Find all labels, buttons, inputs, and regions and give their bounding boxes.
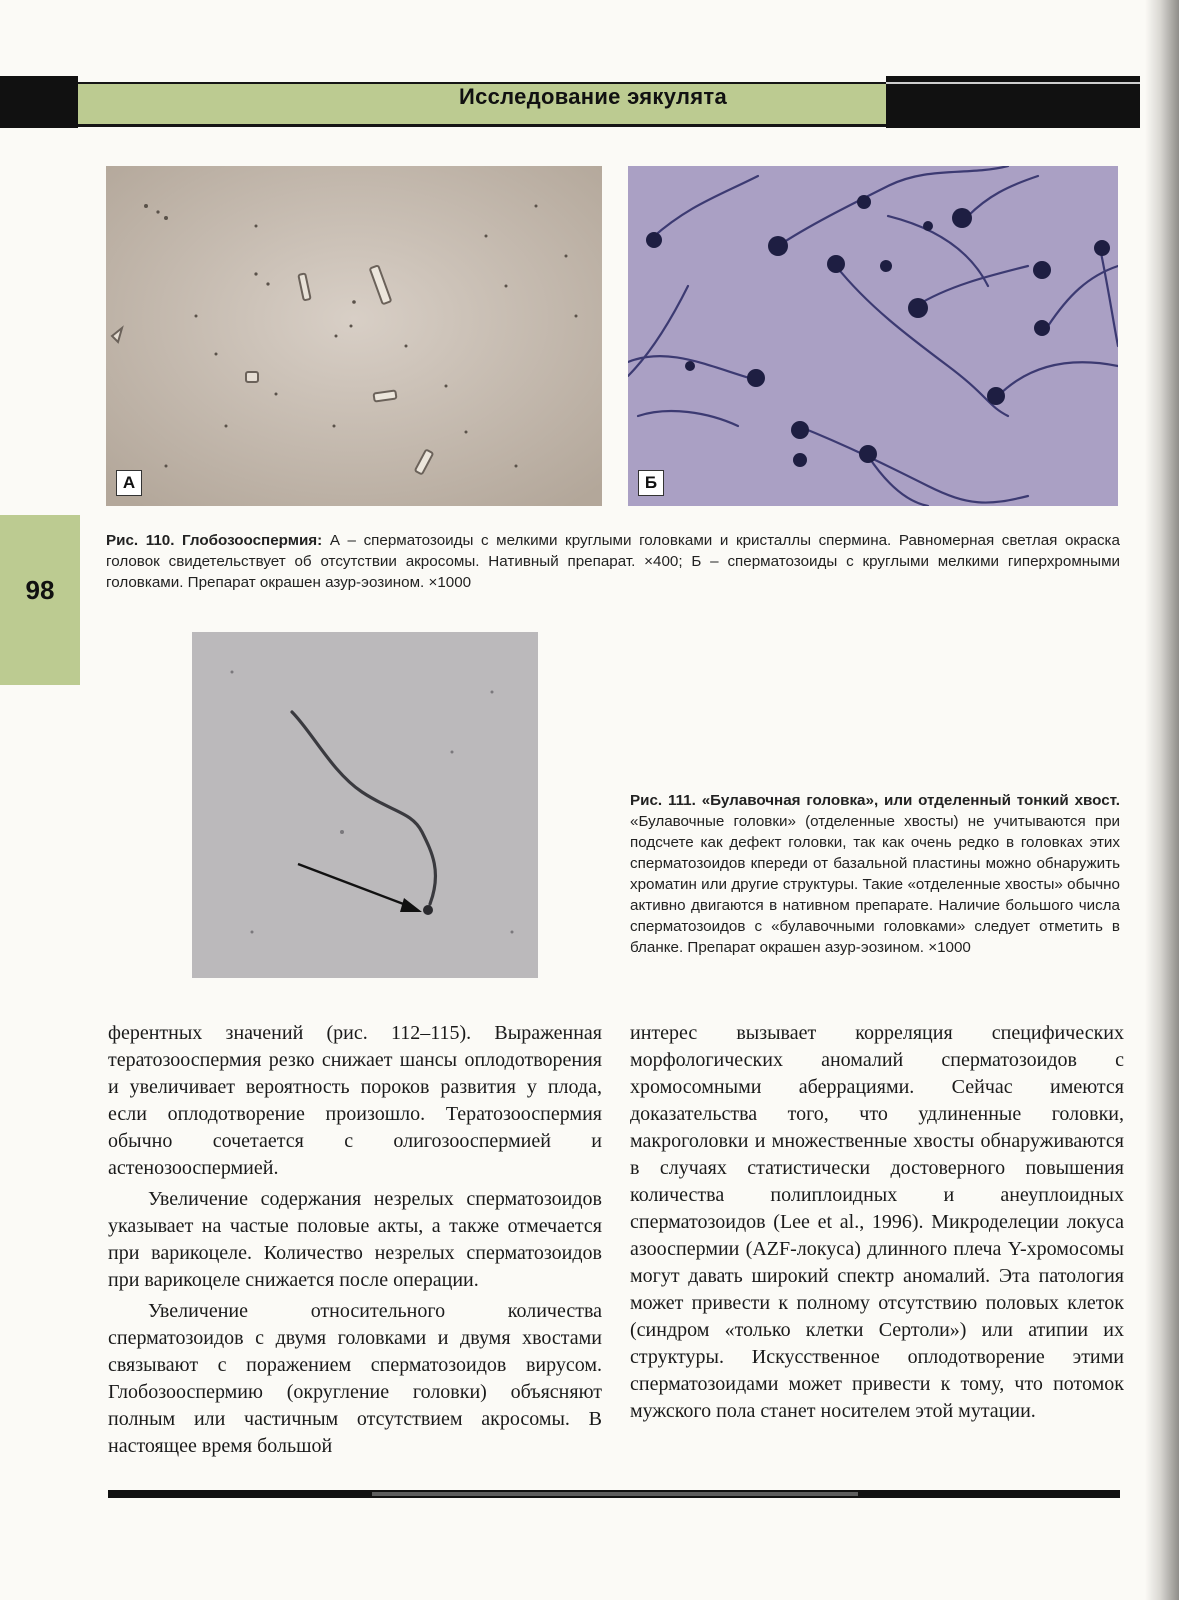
figure-110-caption-title: Рис. 110. Глобозооспермия: [106,532,323,549]
page-edge-shadow [1145,0,1179,1600]
panel-label-a: А [116,470,142,496]
figure-110-photo-a [106,166,602,506]
body-paragraph: ферентных значений (рис. 112–115). Выраженная тератозооспермия резко снижает шансы оплодотворения и увеличивает вероятность пороков развития у плода, если оплодотворение произошло. Тератозооспермия обычно сочетается с олигозооспермией и астенозооспермией. [108,1022,602,1179]
running-header [0,76,1140,128]
page-number: 98 [25,575,55,605]
figure-111-caption [630,790,1120,958]
body-paragraph: интерес вызывает корреляция специфических морфологических аномалий сперматозоидов с хромосомными аберрациями. Сейчас имеются доказательства того, что удлиненные головки, макроголовки и множественные хвосты обнаруживаются в случаях статистически достоверного повышения количества полиплоидных и анеуплоидных сперматозоидов (Lee et al., 1996). Микроделеции локуса азооспермии (AZF-локуса) длинного плеча Y-хромосомы могут давать широкий спектр аномалий. Эта патология может привести к полному отсутствию половых клеток (синдром «только клетки Сертоли») или атипии их структуры. Искусственное оплодотворение этими сперматозоидами может привести к тому, что потомок мужского пола станет носителем этой мутации. [630,1022,1124,1422]
panel-label-b: Б [638,470,664,496]
figure-110-caption-text: А – сперматозоиды с мелкими круглыми головками и кристаллы спермина. Равномерная светлая окраска головок свидетельствует об отсутствии акросомы. Нативный препарат. ×400; Б – сперматозоиды с круглыми мелкими гиперхромными головками. Препарат окрашен азур-эозином. ×1000 [106,532,1120,591]
footer-rule [108,1490,1120,1498]
figure-111-photo [192,632,538,978]
micrograph-stained-image [628,166,1118,506]
figure-111-caption-title: Рис. 111. «Булавочная головка», или отделенный тонкий хвост. [630,792,1120,809]
body-column-right [630,1020,1124,1425]
figure-110-caption [106,530,1120,593]
header-bar-left [0,76,78,128]
body-paragraph: Увеличение относительного количества сперматозоидов с двумя головками и двумя хвостами связывают с поражением сперматозоидов вирусом. Глобозооспермию (округление головки) объясняют полным или частичным отсутствием акросомы. В настоящее время большой [108,1300,602,1457]
micrograph-native-image [106,166,602,506]
pinhead [423,905,433,915]
header-title: Исследование эякулята [458,84,727,109]
body-column-left [108,1020,602,1460]
body-paragraph: Увеличение содержания незрелых сперматозоидов указывает на частые половые акты, а также отмечается при варикоцеле. Количество незрелых сперматозоидов при варикоцеле снижается после операции. [108,1188,602,1291]
micrograph-pinhead-image [192,632,538,978]
figure-110-photo-b [628,166,1118,506]
figure-111-caption-text: «Булавочные головки» (отделенные хвосты) не учитываются при подсчете как дефект головки, так как очень редко в головках этих сперматозоидов кпереди от базальной пластины можно обнаружить хроматин или другие структуры. Такие «отделенные хвосты» обычно активно двигаются в нативном препарате. Наличие большого числа сперматозоидов с «булавочными головками» следует отметить в бланке. Препарат окрашен азур-эозином. ×1000 [630,813,1120,956]
